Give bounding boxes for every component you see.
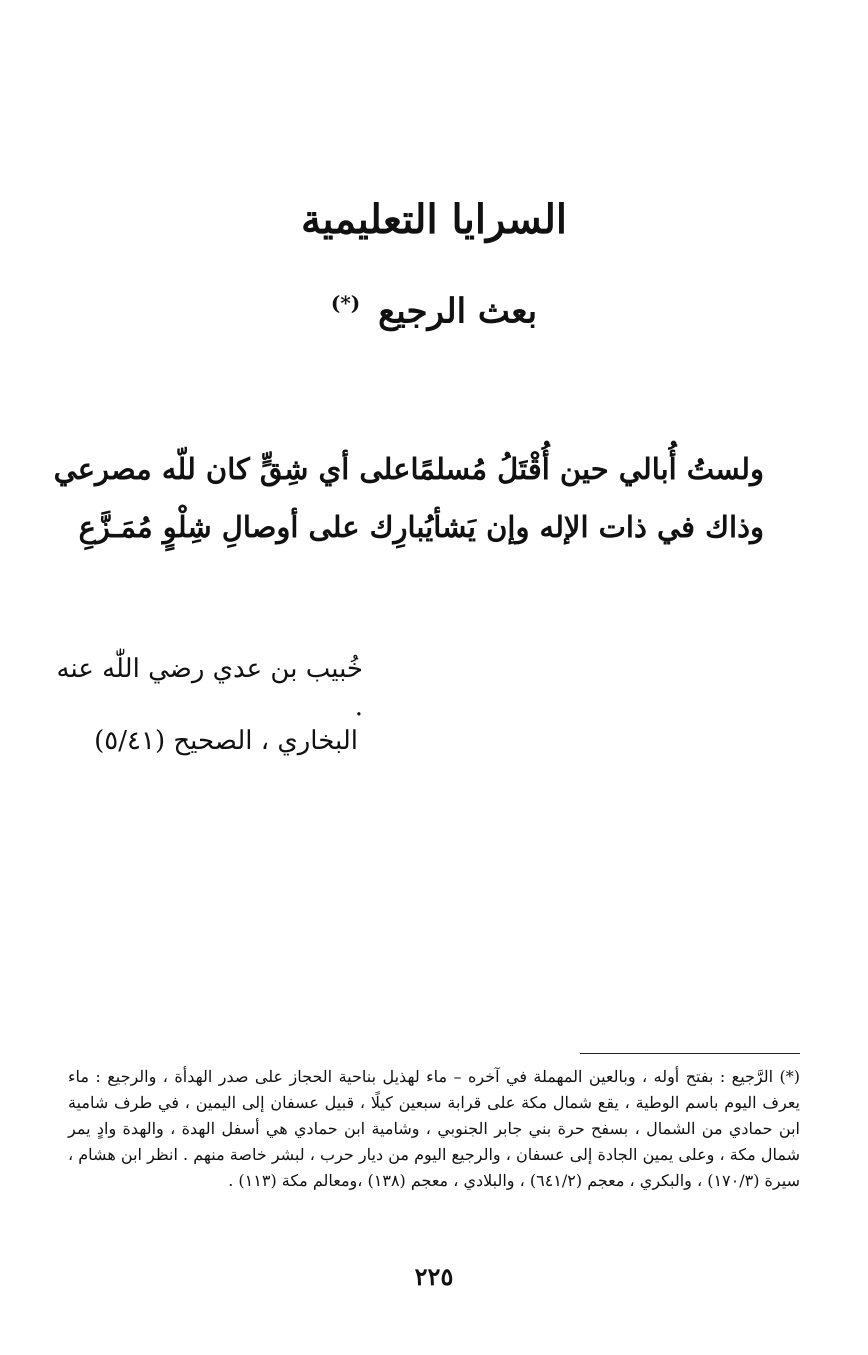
verse-second-half: على أي شِقٍّ كان للّه مصرعي	[53, 452, 411, 486]
poem-verse	[78, 498, 764, 556]
subtitle-text: بعث الرجيع	[378, 291, 538, 332]
section-subtitle	[0, 278, 868, 336]
verse-first-half: وذاك في ذات الإله وإن يَشأ	[433, 510, 764, 544]
footnote-text: (*) الرَّجيع : بفتح أوله ، وبالعين المهملة في آخره – ماء لهذيل بناحية الحجاز على صدر الهدأة ، والرجيع : ماء يعرف اليوم باسم الوطية ، يقع شمال مكة على قرابة سبعين كيلًا ، قبيل عسفان إلى اليمين ، في طرف شامية ابن حمادي من الشمال ، بسفح حرة بني جابر الجنوبي ، وشامية ابن حمادي هي أسفل الهدة ، والهدة وادٍ يمر شمال مكة ، وعلى يمين الجادة إلى عسفان ، والرجيع اليوم من ديار حرب ، لبشر خاصة منهم . انظر ابن هشام ، سيرة (١٧٠/٣) ، والبكري ، معجم (٦٤١/٢) ، والبلادي ، معجم (١٣٨) ،ومعالم مكة (١١٣) .	[68, 1067, 800, 1190]
poem-source: البخاري ، الصحيح (٥/٤١)	[94, 726, 358, 756]
poem-verse	[53, 440, 764, 498]
footnote	[68, 1064, 800, 1194]
footnote-divider	[580, 1053, 800, 1054]
verse-second-half: يُبارِك على أوصالِ شِلْوٍ مُمَـزَّعِ	[78, 510, 434, 544]
page-number: ٢٢٥	[414, 1262, 454, 1291]
poem-attribution: خُبيب بن عدي رضي اللّٰه عنه .	[56, 654, 363, 722]
poem	[53, 440, 764, 556]
verse-first-half: ولستُ أُبالي حين أُقْتَلُ مُسلمًا	[410, 452, 764, 486]
footnote-marker: (*)	[330, 291, 361, 315]
page-title: السرايا التعليمية	[300, 196, 568, 243]
